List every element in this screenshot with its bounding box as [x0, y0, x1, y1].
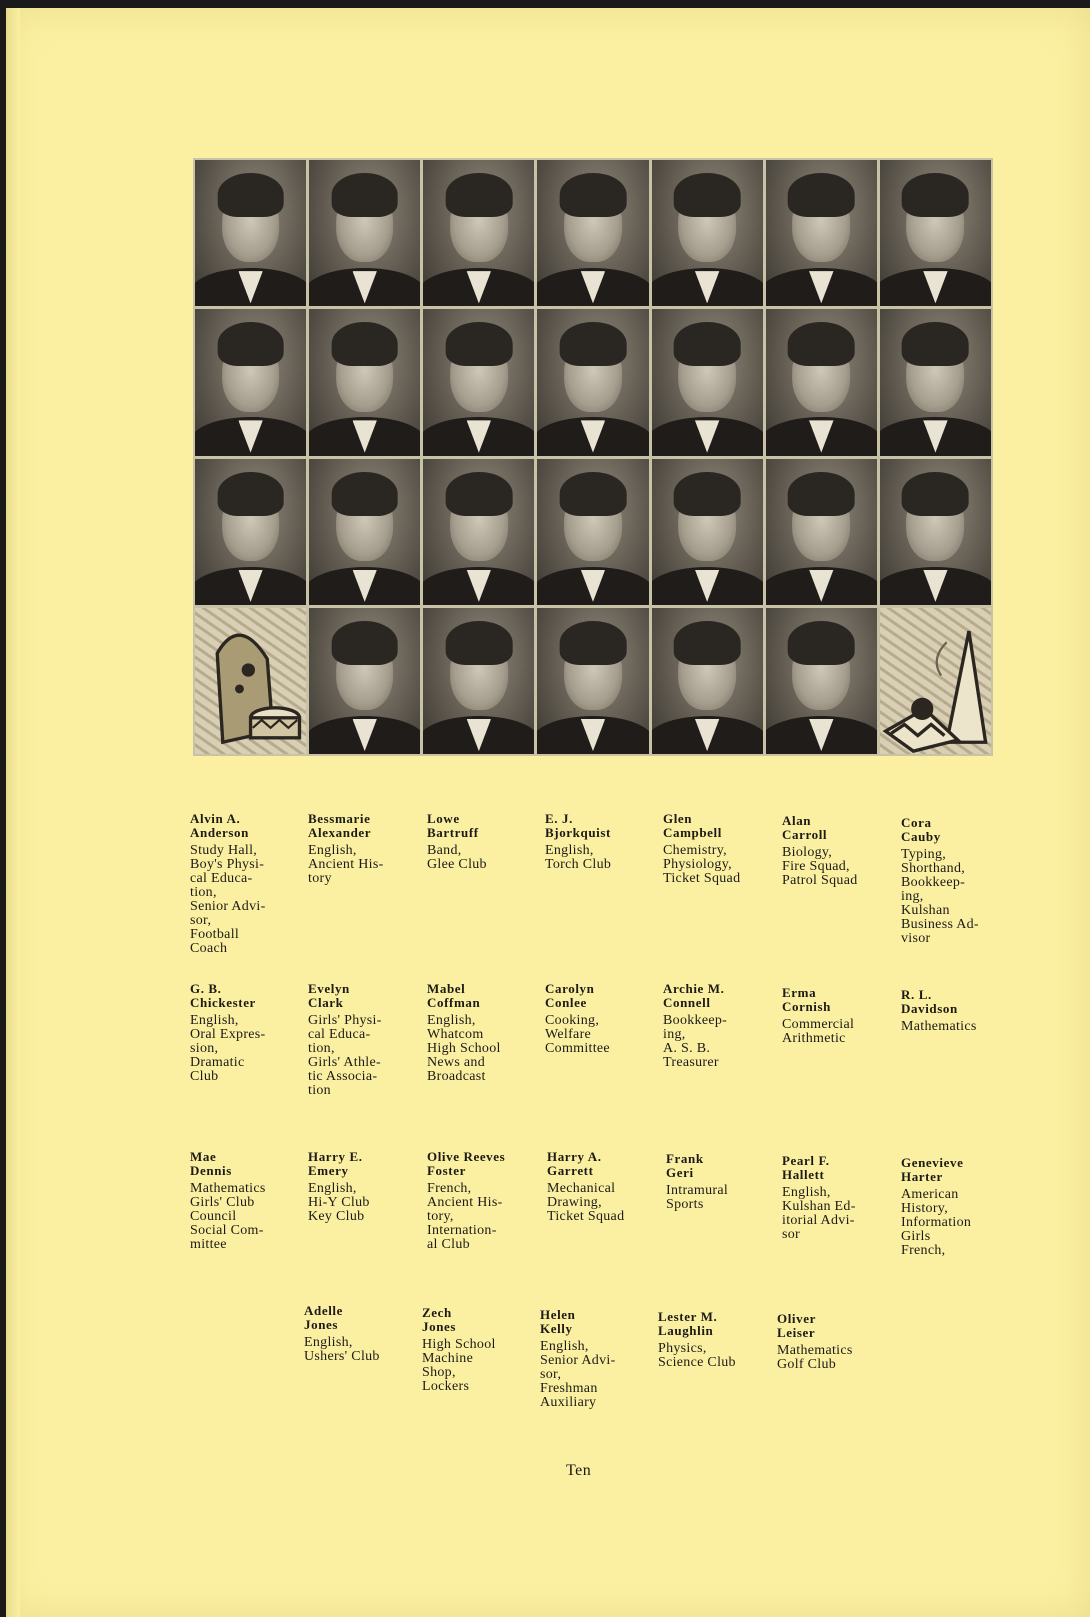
faculty-entry [427, 982, 545, 1084]
faculty-name: Adelle Jones [304, 1303, 343, 1332]
faculty-duties: Commercial Arithmetic [782, 1017, 855, 1046]
faculty-entry [901, 816, 1019, 946]
faculty-duties: Biology, Fire Squad, Patrol Squad [782, 845, 858, 888]
faculty-duties: Mechanical Drawing, Ticket Squad [547, 1181, 625, 1224]
faculty-entry [658, 1310, 776, 1370]
faculty-entry [663, 982, 781, 1070]
faculty-duties: Typing, Shorthand, Bookkeep- ing, Kulshan Business Ad- visor [901, 847, 979, 946]
faculty-name: Alan Carroll [782, 813, 828, 842]
faculty-entry [427, 1150, 551, 1252]
faculty-name: Frank Geri [666, 1151, 704, 1180]
faculty-name: Bessmarie Alexander [308, 811, 372, 840]
faculty-name: Oliver Leiser [777, 1311, 816, 1340]
page-number: Ten [566, 1462, 592, 1479]
faculty-entry [308, 982, 426, 1098]
faculty-duties: French, Ancient His- tory, Internation- al Club [427, 1181, 503, 1252]
faculty-entry [190, 812, 308, 956]
faculty-duties: Mathematics [901, 1019, 977, 1034]
faculty-entry [666, 1152, 784, 1212]
faculty-duties: Band, Glee Club [427, 843, 487, 872]
faculty-entry [540, 1308, 658, 1410]
faculty-entry [663, 812, 781, 886]
faculty-duties: English, Kulshan Ed- itorial Advi- sor [782, 1185, 856, 1242]
faculty-entry [190, 982, 308, 1084]
faculty-name: Olive Reeves Foster [427, 1149, 506, 1178]
faculty-name: Lowe Bartruff [427, 811, 479, 840]
faculty-name: Alvin A. Anderson [190, 811, 249, 840]
faculty-name: Zech Jones [422, 1305, 457, 1334]
faculty-entry [782, 986, 900, 1046]
faculty-duties: English, Oral Expres- sion, Dramatic Club [190, 1013, 266, 1084]
faculty-name: Cora Cauby [901, 815, 941, 844]
faculty-entry [782, 1154, 900, 1242]
faculty-name: Genevieve Harter [901, 1155, 964, 1184]
faculty-duties: Bookkeep- ing, A. S. B. Treasurer [663, 1013, 728, 1070]
faculty-entry [308, 1150, 426, 1224]
faculty-name: Glen Campbell [663, 811, 722, 840]
faculty-name: Lester M. Laughlin [658, 1309, 718, 1338]
faculty-name: G. B. Chickester [190, 981, 256, 1010]
faculty-duties: English, Whatcom High School News and Broadcast [427, 1013, 501, 1084]
faculty-name: Evelyn Clark [308, 981, 350, 1010]
faculty-duties: English, Ancient His- tory [308, 843, 384, 886]
faculty-entry [545, 982, 663, 1056]
faculty-name: E. J. Bjorkquist [545, 811, 611, 840]
faculty-entry [422, 1306, 540, 1394]
faculty-duties: English, Torch Club [545, 843, 612, 872]
faculty-name: Mae Dennis [190, 1149, 232, 1178]
faculty-duties: Girls' Physi- cal Educa- tion, Girls' Athle- tic Associa- tion [308, 1013, 382, 1098]
faculty-duties: English, Hi-Y Club Key Club [308, 1181, 370, 1224]
faculty-name: R. L. Davidson [901, 987, 958, 1016]
faculty-entry [304, 1304, 422, 1364]
faculty-duties: Study Hall, Boy's Physi- cal Educa- tion, Senior Advi- sor, Football Coach [190, 843, 266, 956]
faculty-duties: High School Machine Shop, Lockers [422, 1337, 496, 1394]
faculty-entry [782, 814, 900, 888]
faculty-duties: American History, Information Girls French, [901, 1187, 972, 1258]
faculty-name: Harry A. Garrett [547, 1149, 602, 1178]
faculty-name: Erma Cornish [782, 985, 831, 1014]
faculty-name: Helen Kelly [540, 1307, 576, 1336]
faculty-duties: Cooking, Welfare Committee [545, 1013, 610, 1056]
faculty-entry [901, 988, 1019, 1034]
faculty-entry [545, 812, 663, 872]
faculty-name: Mabel Coffman [427, 981, 481, 1010]
faculty-duties: English, Senior Advi- sor, Freshman Auxiliary [540, 1339, 616, 1410]
faculty-entry [901, 1156, 1019, 1258]
faculty-duties: Mathematics Girls' Club Council Social Com- mittee [190, 1181, 266, 1252]
faculty-name: Pearl F. Hallett [782, 1153, 830, 1182]
faculty-entry [308, 812, 426, 886]
faculty-duties: English, Ushers' Club [304, 1335, 380, 1364]
faculty-entry [427, 812, 545, 872]
faculty-duties: Physics, Science Club [658, 1341, 736, 1370]
faculty-name: Harry E. Emery [308, 1149, 363, 1178]
faculty-name: Archie M. Connell [663, 981, 725, 1010]
faculty-entry [190, 1150, 308, 1252]
faculty-entry [777, 1312, 895, 1372]
faculty-entry [547, 1150, 665, 1224]
faculty-duties: Mathematics Golf Club [777, 1343, 853, 1372]
faculty-duties: Chemistry, Physiology, Ticket Squad [663, 843, 741, 886]
faculty-name: Carolyn Conlee [545, 981, 595, 1010]
faculty-duties: Intramural Sports [666, 1183, 729, 1212]
